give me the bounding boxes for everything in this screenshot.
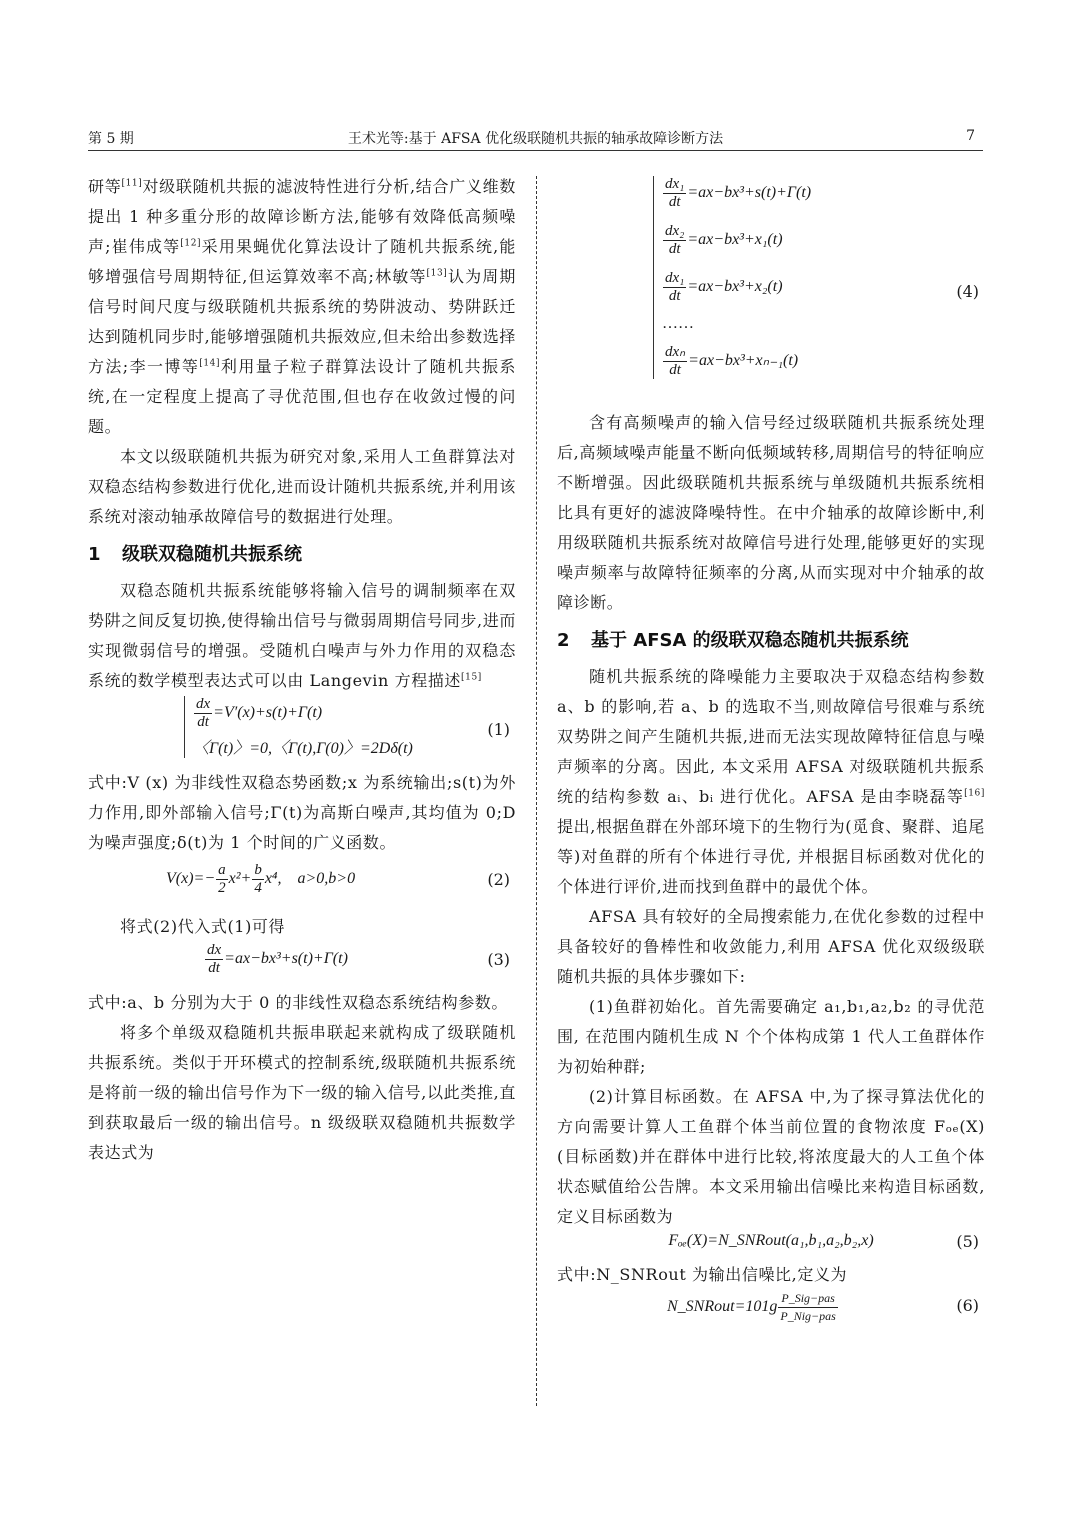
issue-number: 第 5 期 — [88, 131, 134, 147]
fraction: $\frac{\text{dxₙ}}{dt}$ — [665, 344, 686, 378]
paragraph-afsa-steps: AFSA 具有较好的全局搜索能力,在优化参数的过程中具备较好的鲁棒性和收敛能力,利用 AFSA 优化双级级联随机共振的具体步骤如下: — [557, 907, 985, 986]
fraction: $\frac{a}{2}$ — [218, 862, 226, 896]
column-divider — [536, 176, 537, 1406]
running-title: 王术光等:基于 AFSA 优化级联随机共振的轴承故障诊断方法 — [347, 131, 724, 147]
fraction: $\frac{dx}{dt}$ — [207, 942, 222, 976]
equation-1 — [184, 696, 516, 768]
equation-line: 〈Γ(t)〉=0,〈Γ(t),Γ(0)〉=2Dδ(t) — [193, 740, 413, 757]
equation-6: N_SNRout=101g $\frac{\text{P\_Sig−pas}}{\text{P\_Nig−pas}}$ (6) — [667, 1291, 979, 1323]
paragraph-afsa-intro: 随机共振系统的降噪能力主要取决于双稳态结构参数 a、b 的影响,若 a、b 的选取不当,则故障信号很难与系统双势阱之间产生随机共振,进而无法实现故障特征信息与噪声频率的分离。因此, 本文采用 AFSA 对级联随机共振系统的结构参数 aᵢ、bᵢ 进行优化。AFSA 是由李晓磊等[16]提出,根据鱼群在外部环境下的生物行为(觅食、聚群、追尾等)对鱼群的所有个体进行寻优, 并根据目标函数对优化的个体进行评价,进而找到鱼群中的最优个体。 — [557, 667, 985, 896]
equation-number: (1) — [487, 720, 510, 739]
equation-5: Fₒₑ(X)=N_SNRout(a₁,b₁,a₂,b₂,x) (5) — [668, 1232, 979, 1251]
fraction: $\frac{dx}{dt}$ — [196, 696, 211, 730]
equation-line: $\frac{\text{dx₁}}{dt}$ =ax−bx³+s(t)+Γ(t) — [665, 176, 812, 210]
equation-number: (5) — [956, 1232, 979, 1251]
equation-ellipsis: …… — [662, 315, 694, 332]
equation-line: $\frac{\text{dxₙ}}{dt}$ =ax−bx³+xₙ₋₁(t) — [665, 344, 799, 378]
equation-line: $\frac{\text{dx₂}}{dt}$ =ax−bx³+x₁(t) — [665, 223, 783, 257]
equation-line: $\frac{dx}{dt}$ =V′(x)+s(t)+Γ(t) — [196, 696, 323, 730]
paragraph-this-paper: 本文以级联随机共振为研究对象,采用人工鱼群算法对双稳态结构参数进行优化,进而设计随机共振系统,并利用该系统对滚动轴承故障信号的数据进行处理。 — [88, 447, 516, 526]
equation-number: (6) — [956, 1296, 979, 1315]
equation-brace — [653, 176, 811, 379]
section-title: 级联双稳随机共振系统 — [122, 544, 302, 565]
fraction: $\frac{\text{dx₁}}{dt}$ — [665, 270, 685, 304]
equation-2: V(x)=− $\frac{a}{2}$ x²+ $\frac{b}{4}$ x⁴, a>0,b>0 (2) — [166, 862, 510, 896]
right-column — [557, 176, 985, 1334]
fraction: $\frac{\text{dx₂}}{dt}$ — [665, 223, 685, 257]
fraction: $\frac{\text{P\_Sig−pas}}{\text{P\_Nig−pas}}$ — [780, 1291, 836, 1323]
section-title: 基于 AFSA 的级联双稳态随机共振系统 — [591, 630, 909, 651]
paragraph-substitute: 将式(2)代入式(1)可得 — [120, 917, 286, 936]
equation-brace — [184, 696, 413, 758]
equation-4 — [653, 176, 985, 408]
section-heading-2 — [557, 626, 985, 656]
fraction: $\frac{\text{dx₁}}{dt}$ — [665, 176, 685, 210]
equation-number: (2) — [487, 870, 510, 889]
left-column — [88, 172, 516, 1168]
paragraph-noise-transfer: 含有高频噪声的输入信号经过级联随机共振系统处理后,高频域噪声能量不断向低频域转移,周期信号的特征响应不断增强。因此级联随机共振系统与单级随机共振系统相比具有更好的滤波降噪特性。在中介轴承的故障诊断中,利用级联随机共振系统对故障信号进行处理,能够更好的实现噪声频率与故障特征频率的分离,从而实现对中介轴承的故障诊断。 — [557, 413, 985, 612]
paragraph-cascade: 将多个单级双稳随机共振串联起来就构成了级联随机共振系统。类似于开环模式的控制系统,级联随机共振系统是将前一级的输出信号作为下一级的输入信号,以此类推,直到获取最后一级的输出信号。n 级级联双稳随机共振数学表达式为 — [88, 1023, 516, 1162]
paragraph-related-work: 研等[11]对级联随机共振的滤波特性进行分析,结合广义维数提出 1 种多重分形的故障诊断方法,能够有效降低高频噪声;崔伟成等[12]采用果蝇优化算法设计了随机共振系统,能够增强信号周期特征,但运算效率不高;林敏等[13]认为周期信号时间尺度与级联随机共振系统的势阱波动、势阱跃迁达到随机同步时,能够增强随机共振效应,但未给出参数选择方法;李一博等[14]利用量子粒子群算法设计了随机共振系统,在一定程度上提高了寻优范围,但也存在收敛过慢的问题。 — [88, 177, 517, 436]
paragraph-step-1: (1)鱼群初始化。首先需要确定 a₁,b₁,a₂,b₂ 的寻优范围, 在范围内随机生成 N 个个体构成第 1 代人工鱼群体作为初始种群; — [557, 997, 985, 1076]
page-number: 7 — [966, 128, 975, 144]
section-number: 2 — [557, 630, 570, 651]
running-header — [88, 124, 983, 151]
equation-line: $\frac{\text{dx₁}}{dt}$ =ax−bx³+x₂(t) — [665, 270, 783, 304]
equation-number: (3) — [487, 950, 510, 969]
equation-number: (4) — [956, 282, 979, 301]
paragraph-where-2: 式中:a、b 分别为大于 0 的非线性双稳态系统结构参数。 — [88, 993, 509, 1012]
paragraph-bistable-intro: 双稳态随机共振系统能够将输入信号的调制频率在双势阱之间反复切换,使得输出信号与微弱周期信号同步,进而实现微弱信号的增强。受随机白噪声与外力作用的双稳态系统的数学模型表达式可以由 Langevin 方程描述[15] — [88, 581, 516, 690]
equation-3: $\frac{dx}{dt}$ =ax−bx³+s(t)+Γ(t) (3) — [207, 942, 510, 976]
section-heading-1 — [88, 540, 516, 570]
paragraph-where-1: 式中:V (x) 为非线性双稳态势函数;x 为系统输出;s(t)为外力作用,即外部输入信号;Γ(t)为高斯白噪声,其均值为 0;D 为噪声强度;δ(t)为 1 个时间的广义函数。 — [88, 773, 516, 852]
paragraph-where-snr: 式中:N_SNRout 为输出信噪比,定义为 — [557, 1265, 848, 1284]
section-number: 1 — [88, 544, 101, 565]
fraction: $\frac{b}{4}$ — [254, 862, 262, 896]
paragraph-step-2: (2)计算目标函数。在 AFSA 中,为了探寻算法优化的方向需要计算人工鱼群个体当前位置的食物浓度 Fₒₑ(X)(目标函数)并在群体中进行比较,将浓度最大的人工鱼个体状态赋值给公告牌。本文采用输出信噪比来构造目标函数,定义目标函数为 — [557, 1087, 985, 1226]
